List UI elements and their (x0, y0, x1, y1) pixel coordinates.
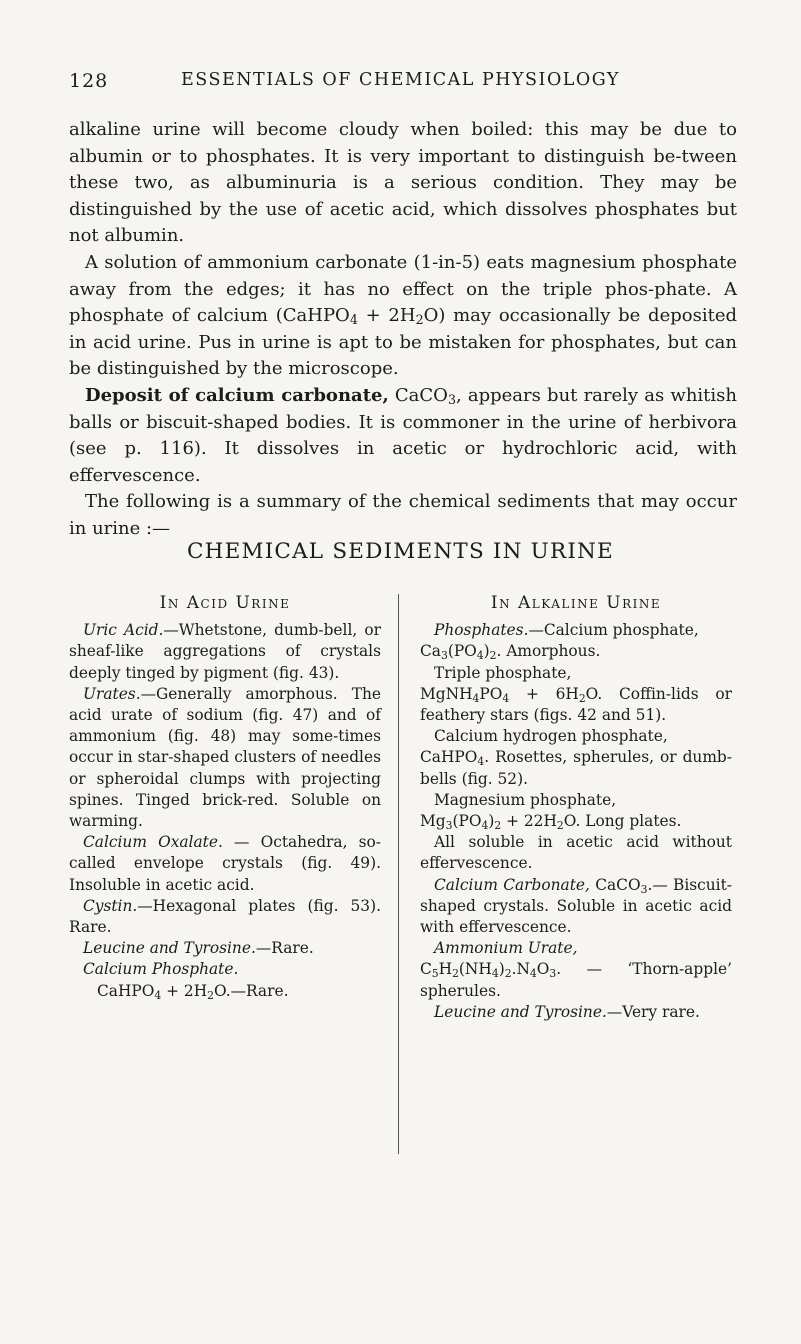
paragraph-3: Deposit of calcium carbonate, CaCO$_3$, appears but rarely as whitish balls or biscuit-shaped bodies. It is commoner in the urine of herbivora (see p. 116). It dissolves in acetic or hydrochloric acid, with effervescence. (69, 384, 737, 486)
paragraph-1: alkaline urine will become cloudy when boiled: this may be due to albumin or to phosphates. It is very important to distinguish be-tween these two, as albuminuria is a serious condition. They may be distinguished by the use of acetic acid, which dissolves phosphates but not albumin. (69, 119, 737, 247)
column-heading: In Acid Urine (159, 593, 291, 613)
acid-urine-column (69, 593, 381, 1002)
paragraph-4: The following is a summary of the chemical sediments that may occur in urine :— (69, 491, 737, 539)
running-title: ESSENTIALS OF CHEMICAL PHYSIOLOGY (181, 70, 620, 90)
entry-calcium-hydrogen-phosphate-formula: CaHPO$_4$. Rosettes, spherules, or dumb-bells (fig. 52). (420, 748, 732, 788)
entry-phosphates-formula: $Ca_3(PO_4)_2$. Amorphous. (420, 642, 601, 663)
entry-calcium-phosphate-formula: CaHPO$_4$ + $2H_2O.—Rare$. (97, 981, 289, 1002)
entry-leucine-tyrosine: Leucine and Tyrosine.—Rare. (83, 939, 314, 958)
column-divider (398, 594, 399, 1154)
entry-calcium-phosphate: Calcium Phosphate. (83, 960, 239, 979)
alkaline-urine-column (420, 593, 732, 1023)
entry-magnesium-phosphate: Magnesium phosphate, (434, 790, 617, 809)
section-title: CHEMICAL SEDIMENTS IN URINE (187, 539, 614, 564)
page-header (0, 70, 801, 100)
entry-ammonium-urate-formula: $C_5H_2(NH_4)_2.N_4O_3$. — ‘Thorn-apple’ spherules. (420, 960, 732, 1000)
entry-triple-phosphate-formula: $MgNH_4PO_4 + 6H_2O$. Coffin-lids or feathery stars (figs. 42 and 51). (420, 684, 732, 725)
entry-calcium-oxalate: Calcium Oxalate. — Octahedra, so-called envelope crystals (fig. 49). Insoluble in acetic acid. (69, 833, 382, 894)
entry-calcium-carbonate: Calcium Carbonate, CaCO$_3$.— Biscuit-shaped crystals. Soluble in acetic acid with effervescence. (420, 875, 732, 937)
body-text (69, 117, 737, 543)
column-heading: In Alkaline Urine (490, 593, 662, 613)
entry-urates: Urates.—Generally amorphous. The acid urate of sodium (fig. 47) and of ammonium (fig. 48) may some-times occur in star-shaped clusters of needles or spheroidal clumps with projecting spines. Tinged brick-red. Soluble on warming. (69, 684, 381, 831)
entry-uric-acid: Uric Acid.—Whetstone, dumb-bell, or sheaf-like aggregations of crystals deeply tinged by pigment (fig. 43). (69, 621, 381, 682)
entry-calcium-hydrogen-phosphate: Calcium hydrogen phosphate, (434, 727, 668, 746)
bold-term: Deposit of calcium carbonate, (85, 384, 389, 406)
entry-cystin: Cystin.—Hexagonal plates (fig. 53). Rare. (69, 896, 381, 937)
entry-leucine-tyrosine: Leucine and Tyrosine.—Very rare. (434, 1002, 700, 1021)
paragraph-2: A solution of ammonium carbonate (1-in-5) eats magnesium phosphate away from the edges; it has no effect on the triple phos-phate. A phosphate of calcium (CaHPO$_4$ + $2H_2O$) may occasionally be deposited in acid urine. Pus in urine is apt to be mistaken for phosphates, but can be distinguished by the microscope. (69, 251, 737, 380)
entry-triple-phosphate: Triple phosphate, (434, 663, 572, 682)
entry-phosphates: Phosphates.—Calcium phosphate, (434, 621, 699, 640)
entry-phosphates-note: All soluble in acetic acid without effervescence. (420, 833, 732, 873)
entry-ammonium-urate: Ammonium Urate, (434, 939, 578, 958)
page-number: 128 (69, 70, 109, 92)
entry-magnesium-phosphate-formula: $Mg_3(PO_4)_2 + 22H_2O$. Long plates. (420, 812, 682, 833)
